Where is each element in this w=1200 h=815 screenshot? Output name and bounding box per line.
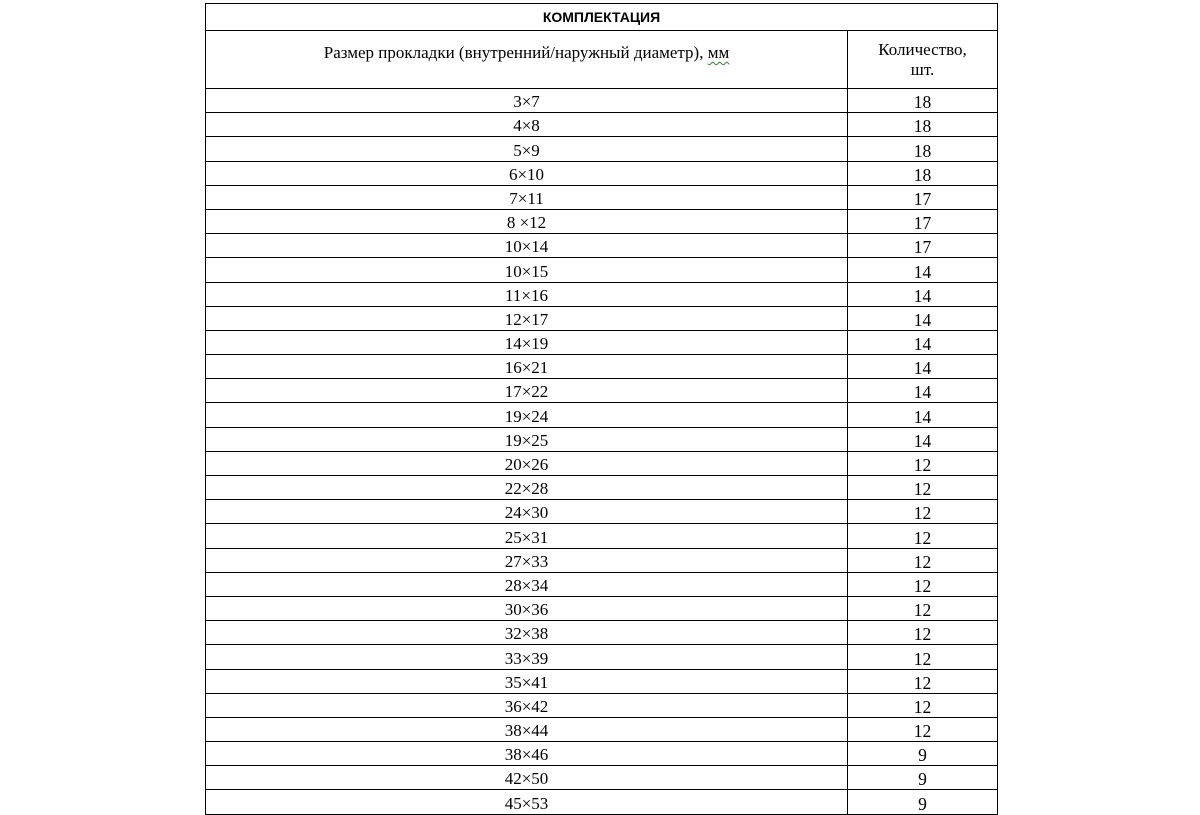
quantity-cell: 14	[848, 427, 998, 451]
gasket-size-cell: 7×11	[206, 185, 848, 209]
column-header-quantity	[848, 31, 998, 89]
quantity-cell: 18	[848, 113, 998, 137]
table-row	[206, 185, 998, 209]
table-row	[206, 742, 998, 766]
table-row	[206, 379, 998, 403]
quantity-cell: 12	[848, 572, 998, 596]
quantity-cell: 14	[848, 330, 998, 354]
table-row	[206, 790, 998, 814]
table-row	[206, 621, 998, 645]
table-row	[206, 548, 998, 572]
quantity-cell: 12	[848, 524, 998, 548]
table-row	[206, 306, 998, 330]
table-row	[206, 572, 998, 596]
quantity-cell: 14	[848, 403, 998, 427]
table-row	[206, 209, 998, 233]
gasket-size-cell: 10×15	[206, 258, 848, 282]
quantity-cell: 14	[848, 258, 998, 282]
table-row	[206, 113, 998, 137]
gasket-size-cell: 42×50	[206, 766, 848, 790]
quantity-cell: 12	[848, 500, 998, 524]
table-title-row	[206, 4, 998, 31]
quantity-cell: 17	[848, 234, 998, 258]
gasket-size-cell: 5×9	[206, 137, 848, 161]
gasket-size-cell: 45×53	[206, 790, 848, 814]
quantity-cell: 12	[848, 621, 998, 645]
equipment-table-container	[205, 3, 997, 815]
table-row	[206, 693, 998, 717]
gasket-size-cell: 20×26	[206, 451, 848, 475]
quantity-cell: 14	[848, 306, 998, 330]
column-header-size-text: Размер прокладки (внутренний/наружный диаметр),	[323, 43, 708, 62]
table-row	[206, 645, 998, 669]
equipment-table	[205, 3, 998, 815]
table-row	[206, 717, 998, 741]
table-row	[206, 258, 998, 282]
gasket-size-cell: 3×7	[206, 89, 848, 113]
gasket-size-cell: 19×25	[206, 427, 848, 451]
table-row	[206, 161, 998, 185]
gasket-size-cell: 24×30	[206, 500, 848, 524]
quantity-cell: 14	[848, 282, 998, 306]
quantity-cell: 17	[848, 209, 998, 233]
table-row	[206, 451, 998, 475]
gasket-size-cell: 8 ×12	[206, 209, 848, 233]
gasket-size-cell: 10×14	[206, 234, 848, 258]
gasket-size-cell: 22×28	[206, 476, 848, 500]
column-header-size-unit: мм	[707, 43, 730, 62]
table-row	[206, 524, 998, 548]
gasket-size-cell: 16×21	[206, 355, 848, 379]
table-row	[206, 330, 998, 354]
table-row	[206, 355, 998, 379]
quantity-cell: 18	[848, 89, 998, 113]
table-row	[206, 89, 998, 113]
gasket-size-cell: 38×46	[206, 742, 848, 766]
gasket-size-cell: 36×42	[206, 693, 848, 717]
table-row	[206, 137, 998, 161]
quantity-cell: 12	[848, 717, 998, 741]
table-title: КОМПЛЕКТАЦИЯ	[206, 4, 998, 31]
quantity-cell: 18	[848, 137, 998, 161]
quantity-cell: 12	[848, 693, 998, 717]
quantity-cell: 12	[848, 451, 998, 475]
column-header-size	[206, 31, 848, 89]
quantity-cell: 12	[848, 596, 998, 620]
gasket-size-cell: 32×38	[206, 621, 848, 645]
gasket-size-cell: 35×41	[206, 669, 848, 693]
column-header-quantity-line2: шт.	[910, 59, 935, 79]
table-body	[206, 89, 998, 815]
gasket-size-cell: 14×19	[206, 330, 848, 354]
gasket-size-cell: 27×33	[206, 548, 848, 572]
table-row	[206, 403, 998, 427]
column-header-quantity-line1: Количество,	[878, 39, 967, 59]
quantity-cell: 12	[848, 476, 998, 500]
gasket-size-cell: 19×24	[206, 403, 848, 427]
table-header-row	[206, 31, 998, 89]
table-row	[206, 234, 998, 258]
quantity-cell: 18	[848, 161, 998, 185]
table-row	[206, 427, 998, 451]
table-row	[206, 282, 998, 306]
gasket-size-cell: 17×22	[206, 379, 848, 403]
quantity-cell: 9	[848, 742, 998, 766]
table-row	[206, 476, 998, 500]
gasket-size-cell: 12×17	[206, 306, 848, 330]
quantity-cell: 9	[848, 790, 998, 814]
gasket-size-cell: 33×39	[206, 645, 848, 669]
quantity-cell: 12	[848, 669, 998, 693]
gasket-size-cell: 38×44	[206, 717, 848, 741]
quantity-cell: 14	[848, 355, 998, 379]
quantity-cell: 14	[848, 379, 998, 403]
gasket-size-cell: 11×16	[206, 282, 848, 306]
quantity-cell: 17	[848, 185, 998, 209]
quantity-cell: 9	[848, 766, 998, 790]
table-row	[206, 500, 998, 524]
table-row	[206, 766, 998, 790]
table-row	[206, 669, 998, 693]
table-row	[206, 596, 998, 620]
gasket-size-cell: 25×31	[206, 524, 848, 548]
quantity-cell: 12	[848, 645, 998, 669]
gasket-size-cell: 6×10	[206, 161, 848, 185]
quantity-cell: 12	[848, 548, 998, 572]
gasket-size-cell: 30×36	[206, 596, 848, 620]
gasket-size-cell: 28×34	[206, 572, 848, 596]
gasket-size-cell: 4×8	[206, 113, 848, 137]
